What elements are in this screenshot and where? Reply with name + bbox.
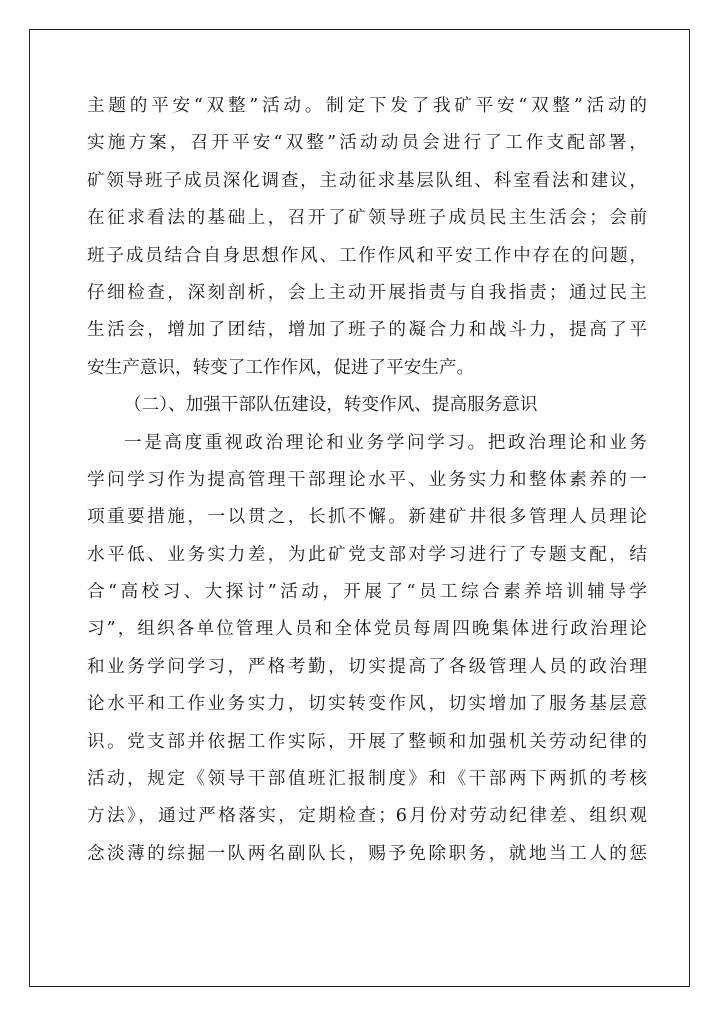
- document-body: [87, 88, 647, 873]
- text-line: 班子成员结合自身思想作风、工作作风和平安工作中存在的问题，: [87, 245, 647, 266]
- text-line: 和业务学问学习，严格考勤，切实提高了各级管理人员的政治理: [87, 656, 647, 677]
- text-line: 主题的平安“双整”活动。制定下发了我矿平安“双整”活动的: [87, 96, 647, 116]
- text-line: 项重要措施，一以贯之，长抓不懈。新建矿井很多管理人员理论: [87, 507, 647, 528]
- text-line: 仔细检查，深刻剖析，会上主动开展指责与自我指责；通过民主: [87, 282, 647, 303]
- section-heading: （二）、加强干部队伍建设，转变作风、提高服务意识: [124, 395, 538, 416]
- text-line: 实施方案，召开平安“双整”活动动员会进行了工作支配部署，: [87, 133, 647, 154]
- text-line: 活动，规定《领导干部值班汇报制度》和《干部两下两抓的考核: [87, 769, 647, 790]
- text-line: 念淡薄的综掘一队两名副队长，赐予免除职务，就地当工人的惩: [87, 843, 647, 864]
- text-line: 生活会，增加了团结，增加了班子的凝合力和战斗力，提高了平: [87, 320, 647, 341]
- text-line: 方法》，通过严格落实，定期检查；6月份对劳动纪律差、组织观: [87, 806, 647, 827]
- text-line: 合“高校习、大探讨”活动，开展了“员工综合素养培训辅导学: [87, 582, 647, 603]
- text-line: 习”，组织各单位管理人员和全体党员每周四晚集体进行政治理论: [87, 619, 647, 640]
- text-line: 学问学习作为提高管理干部理论水平、业务实力和整体素养的一: [87, 469, 647, 490]
- text-line: 矿领导班子成员深化调查，主动征求基层队组、科室看法和建议，: [87, 170, 647, 191]
- text-line: 水平低、业务实力差，为此矿党支部对学习进行了专题支配，结: [87, 544, 647, 565]
- paragraph-first-line: 一是高度重视政治理论和业务学问学习。把政治理论和业务: [124, 432, 647, 453]
- text-line: 安生产意识，转变了工作作风，促进了平安生产。: [87, 357, 475, 378]
- text-line: 在征求看法的基础上，召开了矿领导班子成员民主生活会；会前: [87, 208, 647, 229]
- text-line: 论水平和工作业务实力，切实转变作风，切实增加了服务基层意: [87, 694, 647, 715]
- text-line: 识。党支部并依据工作实际，开展了整顿和加强机关劳动纪律的: [87, 731, 647, 752]
